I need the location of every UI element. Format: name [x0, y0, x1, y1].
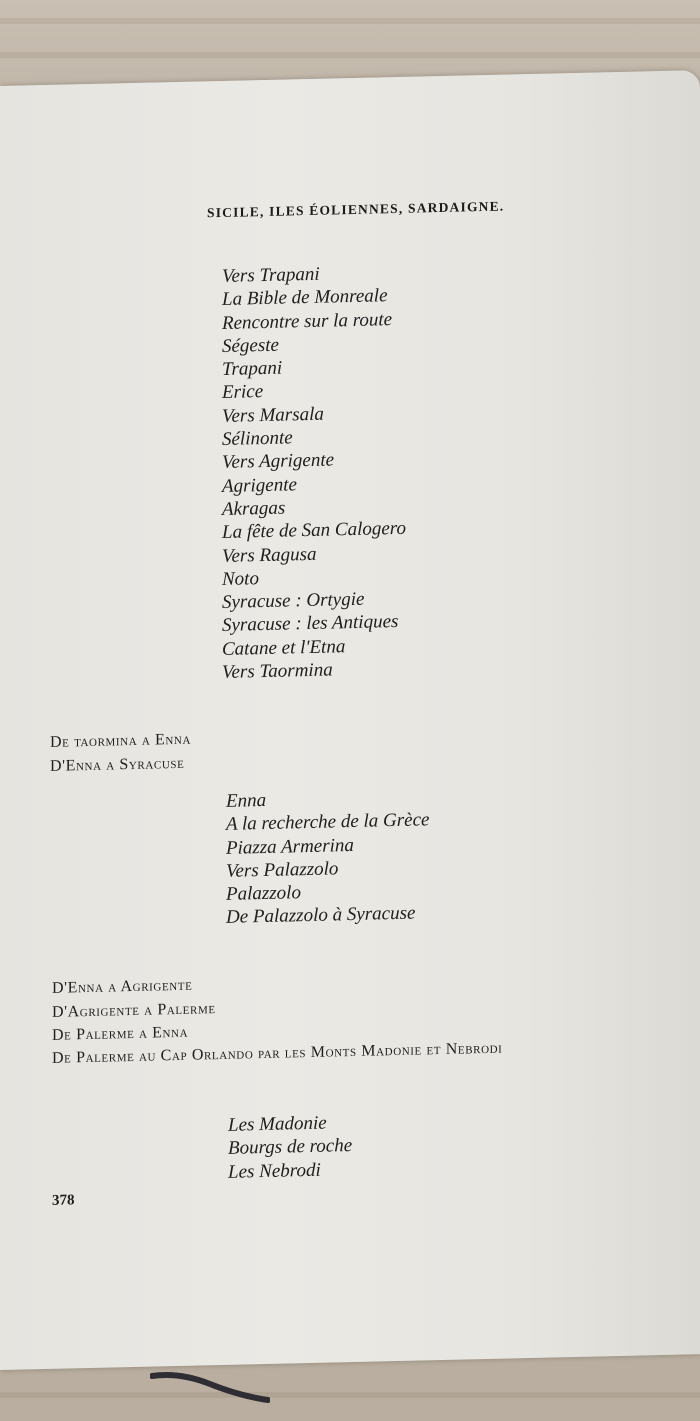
list-item: Catane et l'Etna: [222, 635, 346, 660]
list-item: La Bible de Monreale: [222, 285, 388, 311]
section-heading: De Palerme a Enna: [52, 1023, 189, 1044]
list-item: Vers Trapani: [222, 263, 320, 287]
list-item: La fête de San Calogero: [222, 518, 406, 544]
list-item: Les Madonie: [228, 1112, 327, 1136]
list-item: Akragas: [222, 497, 286, 520]
list-item: Erice: [222, 381, 264, 404]
wood-grain: [0, 52, 700, 58]
list-item: Vers Marsala: [222, 403, 324, 427]
list-item: Trapani: [222, 357, 283, 381]
wood-grain: [0, 1392, 700, 1398]
section-heading: De taormina a Enna: [50, 730, 192, 751]
list-item: Sélinonte: [222, 427, 293, 451]
page-number: 378: [52, 1192, 75, 1209]
section-heading: D'Agrigente a Palerme: [52, 999, 216, 1021]
list-item: Syracuse : les Antiques: [222, 611, 399, 637]
list-item: Les Nebrodi: [228, 1159, 321, 1183]
chapter-list-2: [226, 785, 429, 929]
running-header: SICILE, ILES ÉOLIENNES, SARDAIGNE.: [207, 198, 505, 221]
list-item: Palazzolo: [226, 882, 301, 906]
list-item: Bourgs de roche: [228, 1135, 353, 1160]
list-item: Ségeste: [222, 334, 279, 357]
list-item: Vers Ragusa: [222, 543, 317, 567]
section-heading: D'Enna a Agrigente: [52, 976, 193, 997]
section-heading: D'Enna a Syracuse: [50, 754, 185, 775]
list-item: Vers Palazzolo: [226, 858, 339, 882]
section-headings-2: [52, 963, 652, 1068]
list-item: De Palazzolo à Syracuse: [226, 903, 416, 929]
chapter-list-1: [222, 261, 406, 685]
section-headings-1: [50, 728, 191, 778]
list-item: A la recherche de la Grèce: [226, 809, 430, 836]
list-item: Agrigente: [222, 473, 297, 497]
chapter-list-3: [228, 1111, 352, 1184]
list-item: Piazza Armerina: [226, 834, 354, 859]
section-heading: De Palerme au Cap Orlando par les Monts Madonie et Nebrodi: [52, 1039, 503, 1067]
list-item: Syracuse : Ortygie: [222, 588, 365, 614]
list-item: Vers Agrigente: [222, 449, 335, 474]
list-item: Enna: [226, 789, 267, 812]
bookmark-ribbon: [150, 1370, 270, 1410]
list-item: Rencontre sur la route: [222, 308, 393, 334]
list-item: Noto: [222, 567, 259, 590]
book-page: [0, 70, 700, 1370]
wood-grain: [0, 18, 700, 24]
list-item: Vers Taormina: [222, 659, 333, 684]
